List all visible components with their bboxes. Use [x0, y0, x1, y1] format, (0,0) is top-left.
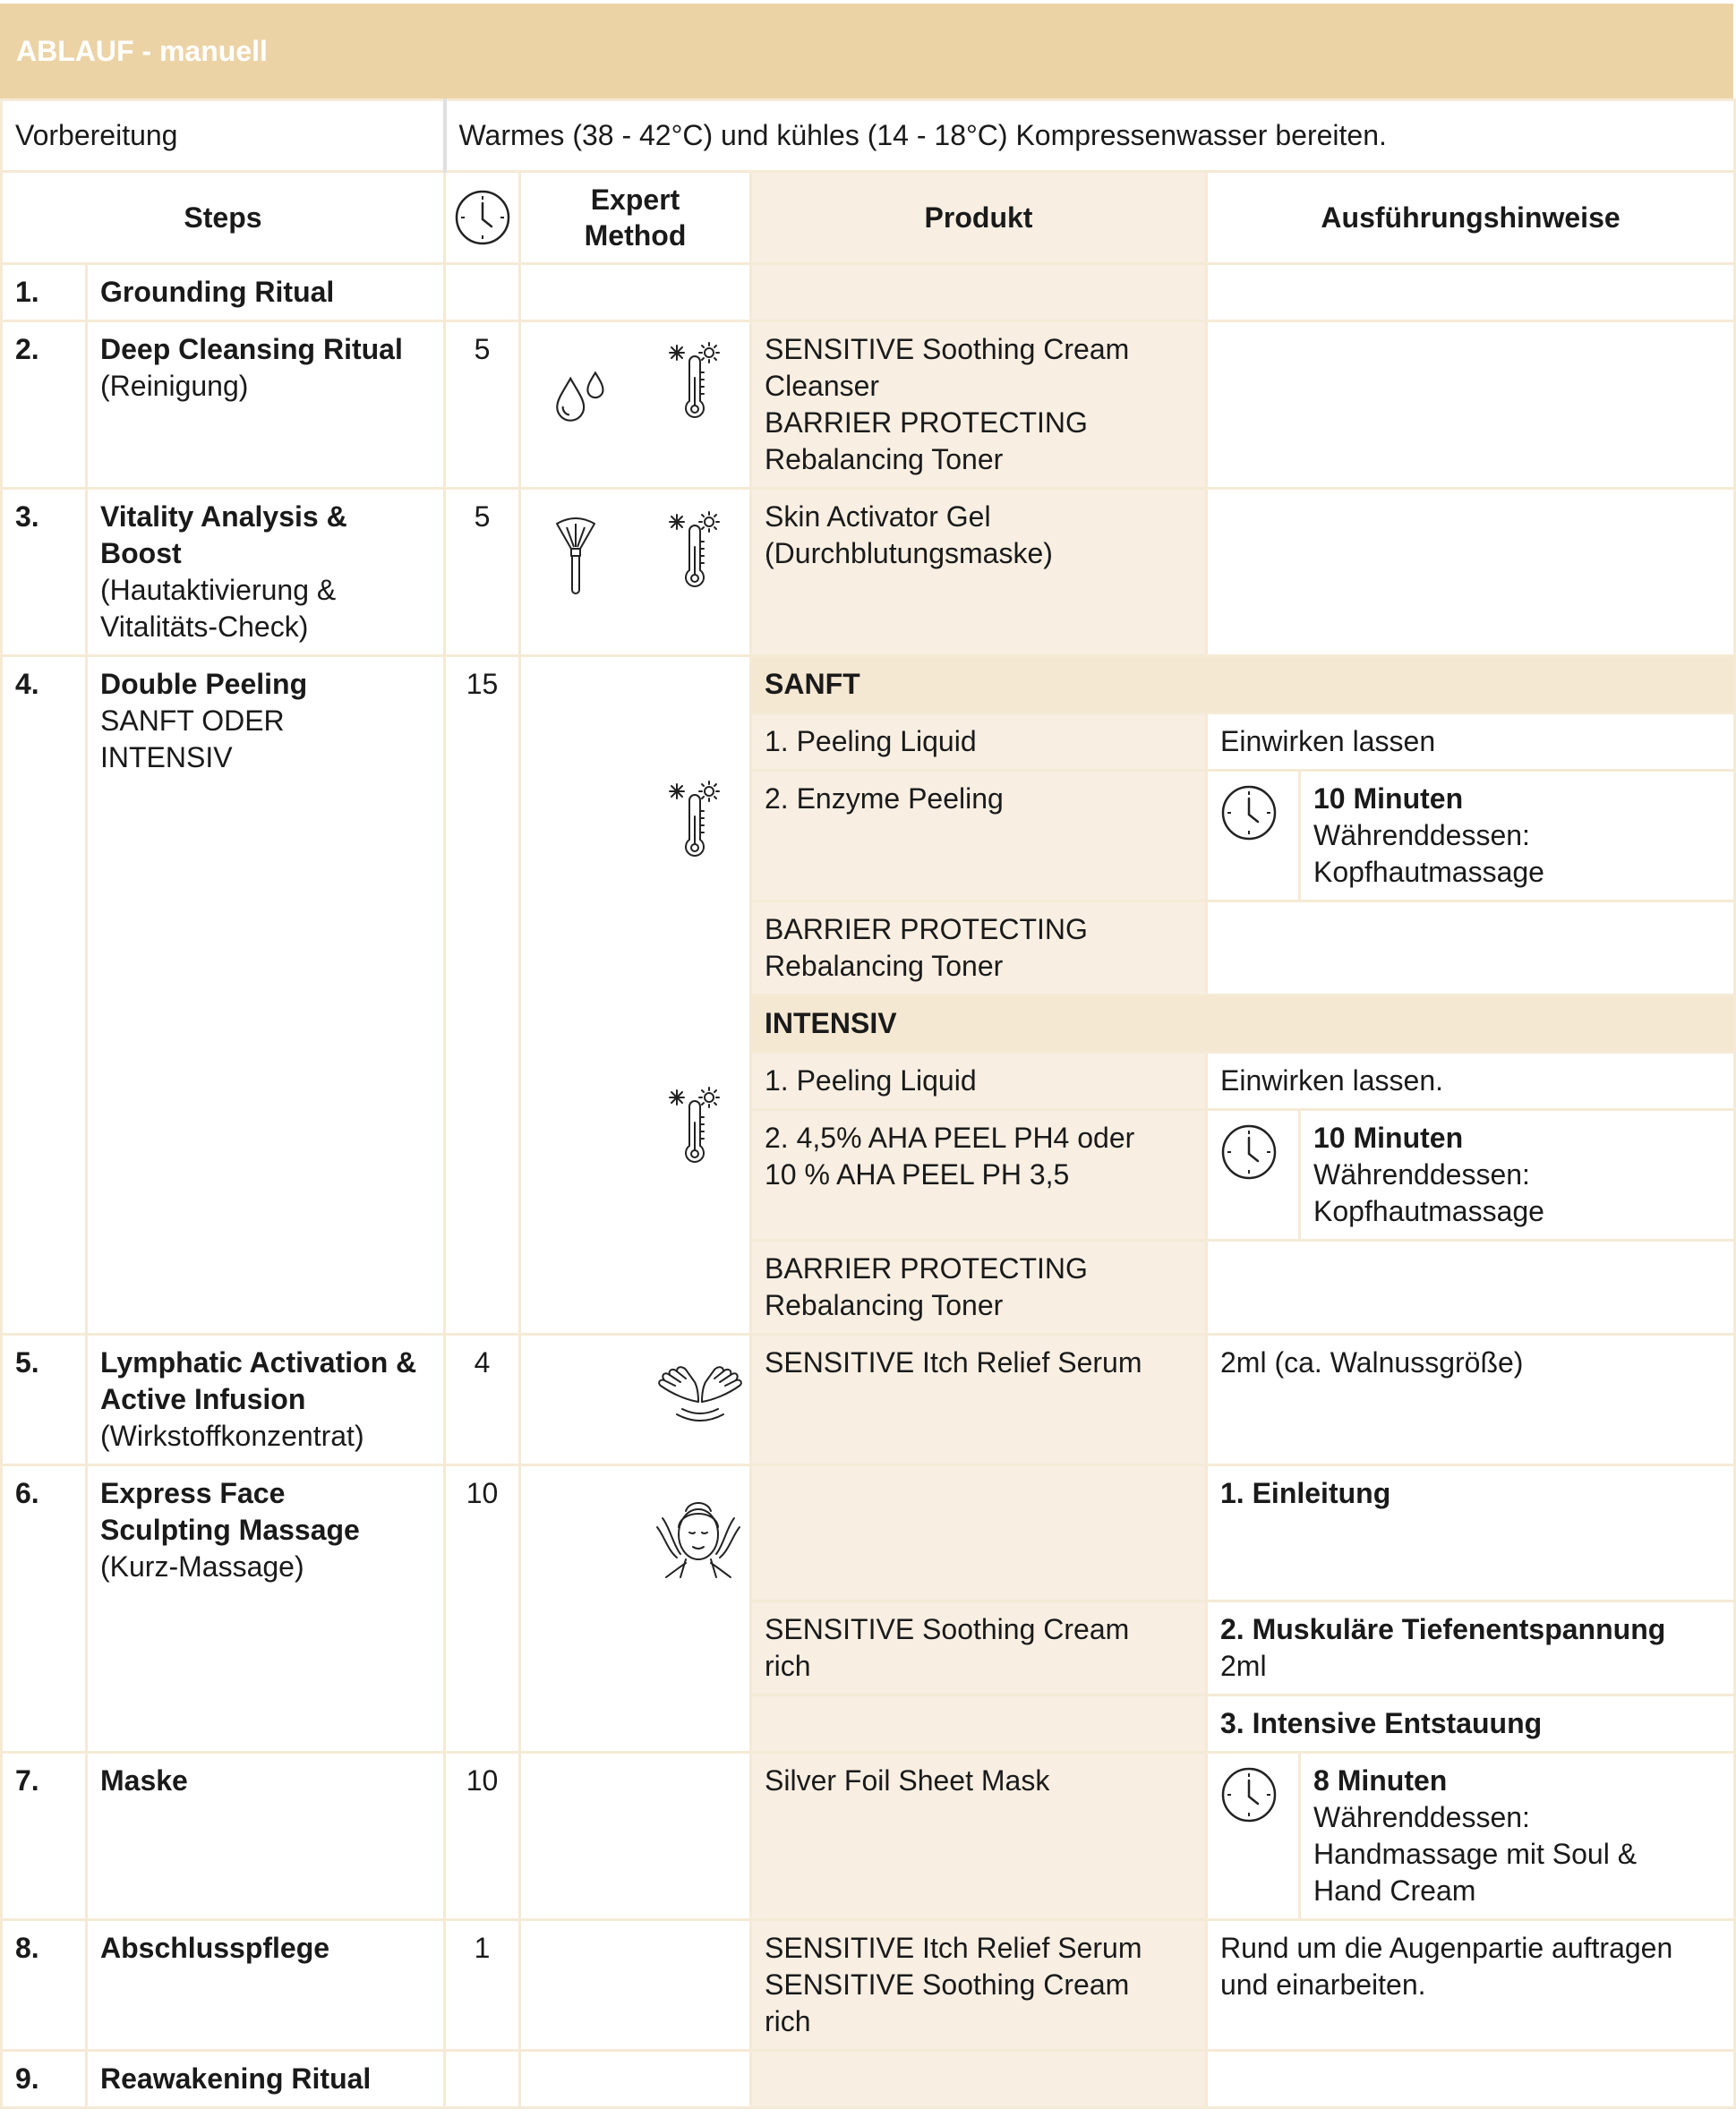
- step-row-2: [2, 321, 1735, 489]
- step-title: Deep Cleansing Ritual: [100, 333, 403, 365]
- intensiv-band: INTENSIV: [751, 995, 1735, 1053]
- step-number: 5.: [2, 1335, 87, 1465]
- step-notes: [1207, 1241, 1735, 1335]
- step-title: Boost: [100, 537, 182, 569]
- lymph-hands-icon: [655, 1359, 745, 1422]
- prep-label: Vorbereitung: [2, 100, 445, 172]
- product-line: Cleanser: [765, 370, 880, 402]
- timer-cell: [1207, 1753, 1300, 1920]
- brush-icon: [553, 515, 598, 595]
- step-row-9: [2, 2051, 1735, 2108]
- note-heading: 2. Muskuläre Tiefenentspannung: [1220, 1613, 1666, 1645]
- product-line: BARRIER PROTECTING: [765, 1252, 1088, 1285]
- step-notes: [1207, 489, 1735, 656]
- step-subtitle: (Reinigung): [100, 370, 249, 402]
- step-product: 1. Peeling Liquid: [751, 1053, 1207, 1110]
- step-product: SENSITIVE Itch Relief Serum: [751, 1335, 1207, 1465]
- note-line: und einarbeiten.: [1220, 1968, 1426, 2001]
- timer-duration: 8 Minuten: [1313, 1764, 1448, 1797]
- step-product: 1. Peeling Liquid: [751, 713, 1207, 771]
- step-notes: 1. Einleitung: [1207, 1465, 1735, 1601]
- step-number: 8.: [2, 1920, 87, 2051]
- sanft-band: SANFT: [751, 656, 1735, 713]
- thermometer-hot-cold-icon: [664, 1087, 727, 1167]
- note-line: Währenddessen:: [1313, 819, 1530, 851]
- product-line: 2. 4,5% AHA PEEL PH4 oder: [765, 1122, 1135, 1154]
- step-notes: Einwirken lassen.: [1207, 1053, 1735, 1110]
- step-subtitle: SANFT ODER: [100, 704, 285, 737]
- step-method: [520, 1753, 751, 1920]
- step-subtitle: (Kurz-Massage): [100, 1550, 304, 1583]
- step-time: 10: [445, 1753, 520, 1920]
- step-product: [751, 1920, 1207, 2051]
- step-number: 2.: [2, 321, 87, 489]
- step-notes: [1207, 321, 1735, 489]
- step-method: [520, 489, 751, 656]
- product-line: BARRIER PROTECTING: [765, 913, 1088, 945]
- note-line: 2ml: [1220, 1650, 1267, 1682]
- face-massage-icon: [654, 1491, 743, 1581]
- thermometer-hot-cold-icon: [664, 781, 727, 861]
- step-title-cell: [87, 489, 445, 656]
- step-title: Lymphatic Activation &: [100, 1346, 417, 1379]
- step-notes: [1207, 264, 1735, 321]
- step-number: 6.: [2, 1465, 87, 1753]
- step-product: [751, 1241, 1207, 1335]
- product-line: SENSITIVE Soothing Cream: [765, 1613, 1130, 1645]
- product-line: BARRIER PROTECTING: [765, 406, 1088, 439]
- col-steps: Steps: [2, 172, 445, 264]
- step-title: Reawakening Ritual: [87, 2051, 445, 2108]
- header-bar: [0, 4, 1733, 98]
- timer-duration: 10 Minuten: [1313, 1122, 1464, 1154]
- col-hinweise: Ausführungshinweise: [1207, 172, 1735, 264]
- step-method: [520, 1335, 751, 1465]
- step-notes: [1207, 1920, 1735, 2051]
- step-notes: 2ml (ca. Walnussgröße): [1207, 1335, 1735, 1465]
- step-product: [751, 1601, 1207, 1695]
- step-row-8: [2, 1920, 1735, 2051]
- step-method: [520, 1920, 751, 2051]
- step-title: Abschlusspflege: [87, 1920, 445, 2051]
- step-product: 2. Enzyme Peeling: [751, 771, 1207, 901]
- step-row-1: [2, 264, 1735, 321]
- step-notes: Einwirken lassen: [1207, 713, 1735, 771]
- step-number: 4.: [2, 656, 87, 1335]
- note-line: Währenddessen:: [1313, 1801, 1530, 1833]
- step-subtitle: (Hautaktivierung &: [100, 574, 337, 606]
- timer-cell: [1207, 771, 1300, 901]
- col-expert: [520, 172, 751, 264]
- step-subtitle: (Wirkstoffkonzentrat): [100, 1420, 364, 1452]
- product-line: SENSITIVE Soothing Cream: [765, 1968, 1130, 2001]
- step-title: Sculpting Massage: [100, 1514, 360, 1546]
- step-title: Express Face: [100, 1477, 286, 1509]
- product-line: Rebalancing Toner: [765, 443, 1004, 475]
- note-line: Kopfhautmassage: [1313, 1195, 1544, 1227]
- step-product: [751, 1110, 1207, 1241]
- col-time: [445, 172, 520, 264]
- step-product: Silver Foil Sheet Mask: [751, 1753, 1207, 1920]
- product-line: SENSITIVE Itch Relief Serum: [765, 1932, 1142, 1964]
- step-time: [445, 264, 520, 321]
- prep-row: [2, 100, 1735, 172]
- step-method: [520, 656, 751, 1335]
- step-time: 5: [445, 489, 520, 656]
- step-title-cell: [87, 656, 445, 1335]
- step-number: 7.: [2, 1753, 87, 1920]
- product-line: SENSITIVE Soothing Cream: [765, 333, 1130, 365]
- step-number: 1.: [2, 264, 87, 321]
- clock-icon: [454, 189, 511, 246]
- product-line: 10 % AHA PEEL PH 3,5: [765, 1158, 1070, 1191]
- step-product: [751, 1695, 1207, 1753]
- step-row-3: [2, 489, 1735, 656]
- step-notes: [1207, 2051, 1735, 2108]
- product-line: rich: [765, 1650, 811, 1682]
- step-row-4: [2, 656, 1735, 713]
- step-title: Grounding Ritual: [87, 264, 445, 321]
- step-title: Double Peeling: [100, 668, 308, 700]
- col-expert-line2: Method: [584, 219, 687, 252]
- product-line: (Durchblutungsmaske): [765, 537, 1053, 569]
- step-notes: [1300, 1110, 1735, 1241]
- step-product: [751, 321, 1207, 489]
- step-notes: [1207, 1601, 1735, 1695]
- step-title: Vitality Analysis &: [100, 500, 347, 533]
- note-line: Hand Cream: [1313, 1874, 1476, 1907]
- timer-cell: [1207, 1110, 1300, 1241]
- step-time: 4: [445, 1335, 520, 1465]
- timer-duration: 10 Minuten: [1313, 782, 1464, 815]
- column-header-row: [2, 172, 1735, 264]
- note-line: Kopfhautmassage: [1313, 856, 1544, 888]
- step-row-5: [2, 1335, 1735, 1465]
- page-title: ABLAUF - manuell: [16, 34, 268, 67]
- step-method: [520, 2051, 751, 2108]
- product-line: Rebalancing Toner: [765, 950, 1004, 982]
- step-time: 5: [445, 321, 520, 489]
- water-drops-icon: [553, 367, 611, 424]
- step-method: [520, 264, 751, 321]
- step-product: [751, 489, 1207, 656]
- step-method: [520, 1465, 751, 1753]
- note-line: Währenddessen:: [1313, 1158, 1530, 1191]
- step-time: 15: [445, 656, 520, 1335]
- step-subtitle: Vitalitäts-Check): [100, 610, 309, 643]
- note-line: Handmassage mit Soul &: [1313, 1838, 1638, 1870]
- step-title: Active Infusion: [100, 1383, 306, 1415]
- step-title: Maske: [87, 1753, 445, 1920]
- step-title-cell: [87, 1335, 445, 1465]
- clock-icon: [1220, 784, 1278, 841]
- step-product: [751, 264, 1207, 321]
- prep-text: Warmes (38 - 42°C) und kühles (14 - 18°C) Kompressenwasser bereiten.: [445, 100, 1735, 172]
- product-line: rich: [765, 2005, 811, 2037]
- protocol-table: [0, 98, 1736, 2109]
- step-title-cell: [87, 321, 445, 489]
- step-title-cell: [87, 1465, 445, 1753]
- step-row-6: [2, 1465, 1735, 1601]
- clock-icon: [1220, 1123, 1278, 1181]
- step-row-7: [2, 1753, 1735, 1920]
- step-product: [751, 2051, 1207, 2108]
- step-time: 10: [445, 1465, 520, 1753]
- step-notes: [1207, 901, 1735, 995]
- step-notes: 3. Intensive Entstauung: [1207, 1695, 1735, 1753]
- step-time: 1: [445, 1920, 520, 2051]
- note-line: Rund um die Augenpartie auftragen: [1220, 1932, 1673, 1964]
- col-produkt: Produkt: [751, 172, 1207, 264]
- step-notes: [1300, 771, 1735, 901]
- product-line: Skin Activator Gel: [765, 500, 991, 533]
- step-notes: [1300, 1753, 1735, 1920]
- product-line: Rebalancing Toner: [765, 1289, 1004, 1321]
- step-method: [520, 321, 751, 489]
- step-number: 3.: [2, 489, 87, 656]
- step-time: [445, 2051, 520, 2108]
- step-product: [751, 1465, 1207, 1601]
- step-number: 9.: [2, 2051, 87, 2108]
- step-product: [751, 901, 1207, 995]
- clock-icon: [1220, 1766, 1278, 1823]
- thermometer-hot-cold-icon: [664, 342, 727, 423]
- thermometer-hot-cold-icon: [664, 511, 727, 592]
- step-subtitle: INTENSIV: [100, 741, 233, 773]
- col-expert-line1: Expert: [590, 184, 680, 216]
